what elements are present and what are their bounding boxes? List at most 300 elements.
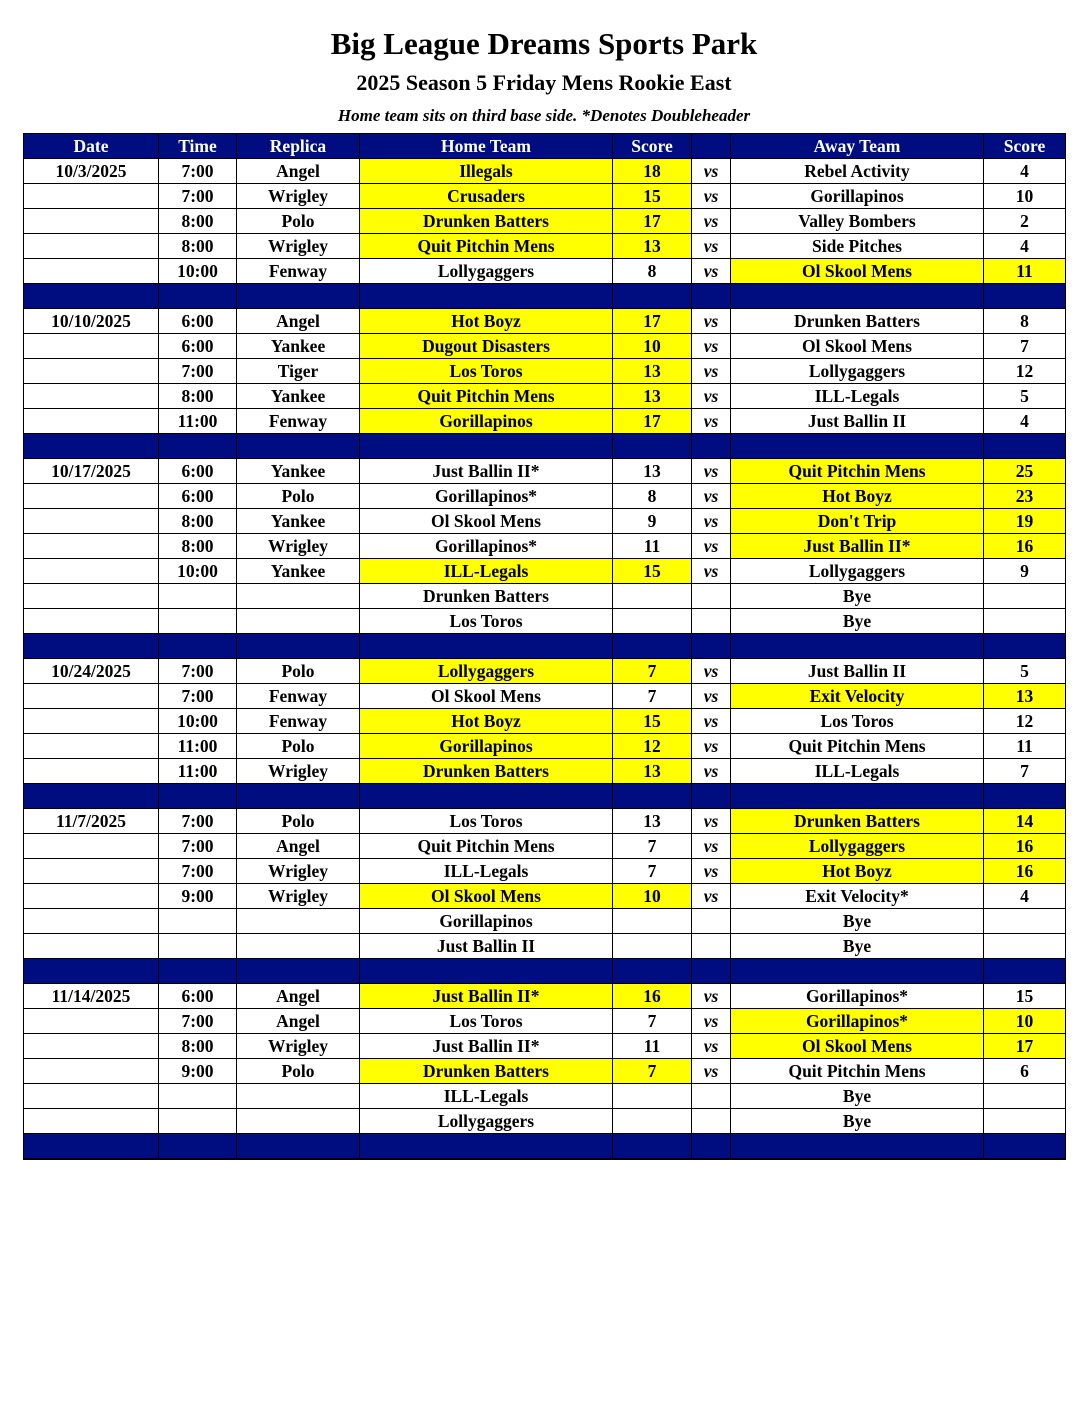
vs-cell: vs [692, 184, 731, 209]
separator-cell [24, 434, 159, 459]
separator-cell [692, 959, 731, 984]
time-cell: 6:00 [159, 984, 237, 1009]
home-score-cell: 7 [613, 834, 692, 859]
game-row [24, 834, 1066, 859]
away-team-cell: Just Ballin II* [731, 534, 984, 559]
away-team-cell: Bye [731, 1109, 984, 1134]
schedule-body [24, 159, 1066, 1160]
separator-cell [360, 959, 613, 984]
home-team-cell: Los Toros [360, 359, 613, 384]
time-cell: 6:00 [159, 484, 237, 509]
home-team-cell: Ol Skool Mens [360, 509, 613, 534]
separator-cell [613, 284, 692, 309]
away-team-cell: Quit Pitchin Mens [731, 459, 984, 484]
separator-cell [731, 284, 984, 309]
away-team-cell: Drunken Batters [731, 309, 984, 334]
away-team-cell: Drunken Batters [731, 809, 984, 834]
away-score-cell [984, 584, 1066, 609]
replica-cell: Fenway [237, 409, 360, 434]
away-team-cell: Side Pitches [731, 234, 984, 259]
date-cell [24, 509, 159, 534]
home-team-cell: Drunken Batters [360, 584, 613, 609]
away-team-cell: Exit Velocity* [731, 884, 984, 909]
home-team-cell: Quit Pitchin Mens [360, 384, 613, 409]
date-cell [24, 1084, 159, 1109]
replica-cell: Wrigley [237, 884, 360, 909]
game-row [24, 1084, 1066, 1109]
separator-cell [613, 634, 692, 659]
game-row [24, 859, 1066, 884]
date-cell [24, 859, 159, 884]
game-row [24, 1034, 1066, 1059]
home-team-cell: Dugout Disasters [360, 334, 613, 359]
date-cell [24, 584, 159, 609]
game-row [24, 1009, 1066, 1034]
time-cell: 8:00 [159, 509, 237, 534]
time-cell [159, 934, 237, 959]
col-header-away-score: Score [984, 134, 1066, 159]
separator-cell [237, 284, 360, 309]
week-separator-row [24, 284, 1066, 309]
home-team-cell: Just Ballin II* [360, 459, 613, 484]
game-row [24, 334, 1066, 359]
away-score-cell: 4 [984, 409, 1066, 434]
away-score-cell: 6 [984, 1059, 1066, 1084]
home-team-cell: Lollygaggers [360, 259, 613, 284]
col-header-home-score: Score [613, 134, 692, 159]
time-cell: 9:00 [159, 884, 237, 909]
col-header-vs [692, 134, 731, 159]
home-team-cell: Quit Pitchin Mens [360, 234, 613, 259]
vs-cell: vs [692, 259, 731, 284]
separator-cell [984, 634, 1066, 659]
away-team-cell: Valley Bombers [731, 209, 984, 234]
vs-cell: vs [692, 1034, 731, 1059]
home-score-cell: 11 [613, 534, 692, 559]
separator-cell [24, 634, 159, 659]
home-score-cell: 7 [613, 659, 692, 684]
date-cell: 11/14/2025 [24, 984, 159, 1009]
home-score-cell: 15 [613, 709, 692, 734]
schedule-table [23, 133, 1066, 1160]
time-cell: 6:00 [159, 334, 237, 359]
home-team-cell: Lollygaggers [360, 1109, 613, 1134]
home-team-cell: Ol Skool Mens [360, 884, 613, 909]
separator-cell [692, 1134, 731, 1160]
separator-cell [159, 284, 237, 309]
home-score-cell: 13 [613, 359, 692, 384]
separator-cell [360, 784, 613, 809]
away-team-cell: Lollygaggers [731, 559, 984, 584]
separator-cell [159, 959, 237, 984]
home-score-cell [613, 584, 692, 609]
away-score-cell: 23 [984, 484, 1066, 509]
home-team-cell: Just Ballin II* [360, 984, 613, 1009]
time-cell: 10:00 [159, 259, 237, 284]
separator-cell [984, 959, 1066, 984]
home-score-cell [613, 909, 692, 934]
time-cell: 9:00 [159, 1059, 237, 1084]
home-score-cell: 17 [613, 309, 692, 334]
col-header-date: Date [24, 134, 159, 159]
date-cell [24, 184, 159, 209]
home-team-cell: Drunken Batters [360, 759, 613, 784]
separator-cell [159, 784, 237, 809]
away-team-cell: Hot Boyz [731, 484, 984, 509]
away-score-cell: 16 [984, 534, 1066, 559]
time-cell: 7:00 [159, 809, 237, 834]
separator-cell [731, 1134, 984, 1160]
game-row [24, 309, 1066, 334]
away-team-cell: Bye [731, 584, 984, 609]
replica-cell: Yankee [237, 509, 360, 534]
home-score-cell: 8 [613, 484, 692, 509]
date-cell [24, 1009, 159, 1034]
time-cell: 7:00 [159, 684, 237, 709]
vs-cell: vs [692, 734, 731, 759]
vs-cell: vs [692, 359, 731, 384]
date-cell [24, 559, 159, 584]
away-score-cell: 9 [984, 559, 1066, 584]
home-team-cell: Drunken Batters [360, 1059, 613, 1084]
away-team-cell: Gorillapinos* [731, 1009, 984, 1034]
separator-cell [360, 634, 613, 659]
vs-cell [692, 1084, 731, 1109]
time-cell: 7:00 [159, 859, 237, 884]
time-cell: 11:00 [159, 734, 237, 759]
home-score-cell: 13 [613, 384, 692, 409]
home-team-cell: Ol Skool Mens [360, 684, 613, 709]
game-row [24, 559, 1066, 584]
separator-cell [984, 784, 1066, 809]
separator-cell [24, 1134, 159, 1160]
game-row [24, 684, 1066, 709]
separator-cell [159, 634, 237, 659]
date-cell [24, 734, 159, 759]
separator-cell [237, 784, 360, 809]
time-cell: 8:00 [159, 384, 237, 409]
game-row [24, 409, 1066, 434]
separator-cell [692, 284, 731, 309]
week-separator-row [24, 959, 1066, 984]
vs-cell: vs [692, 884, 731, 909]
page-title: Big League Dreams Sports Park [330, 26, 758, 61]
home-score-cell: 13 [613, 759, 692, 784]
away-score-cell: 2 [984, 209, 1066, 234]
date-cell: 11/7/2025 [24, 809, 159, 834]
col-header-replica: Replica [237, 134, 360, 159]
vs-cell: vs [692, 409, 731, 434]
replica-cell: Polo [237, 1059, 360, 1084]
date-cell [24, 709, 159, 734]
home-score-cell: 7 [613, 859, 692, 884]
home-score-cell [613, 1109, 692, 1134]
separator-cell [159, 434, 237, 459]
date-cell [24, 259, 159, 284]
away-team-cell: Hot Boyz [731, 859, 984, 884]
page-note: Home team sits on third base side. *Denotes Doubleheader [337, 106, 751, 125]
vs-cell [692, 934, 731, 959]
game-row [24, 234, 1066, 259]
vs-cell: vs [692, 459, 731, 484]
date-cell [24, 534, 159, 559]
home-team-cell: Los Toros [360, 809, 613, 834]
home-score-cell: 17 [613, 209, 692, 234]
vs-cell: vs [692, 984, 731, 1009]
home-score-cell: 7 [613, 684, 692, 709]
replica-cell: Wrigley [237, 859, 360, 884]
separator-cell [360, 434, 613, 459]
away-team-cell: Just Ballin II [731, 659, 984, 684]
replica-cell: Polo [237, 809, 360, 834]
week-separator-row [24, 634, 1066, 659]
vs-cell: vs [692, 1059, 731, 1084]
game-row [24, 359, 1066, 384]
time-cell: 8:00 [159, 534, 237, 559]
date-cell [24, 609, 159, 634]
away-team-cell: Bye [731, 934, 984, 959]
home-score-cell: 10 [613, 334, 692, 359]
time-cell: 6:00 [159, 309, 237, 334]
home-score-cell: 15 [613, 559, 692, 584]
vs-cell: vs [692, 684, 731, 709]
time-cell [159, 1109, 237, 1134]
home-score-cell: 13 [613, 234, 692, 259]
away-score-cell: 16 [984, 859, 1066, 884]
home-team-cell: Gorillapinos [360, 909, 613, 934]
time-cell: 8:00 [159, 1034, 237, 1059]
replica-cell [237, 1109, 360, 1134]
game-row [24, 259, 1066, 284]
home-score-cell: 7 [613, 1009, 692, 1034]
replica-cell: Tiger [237, 359, 360, 384]
separator-cell [731, 959, 984, 984]
col-header-away-team: Away Team [731, 134, 984, 159]
away-team-cell: Quit Pitchin Mens [731, 734, 984, 759]
home-score-cell: 11 [613, 1034, 692, 1059]
home-score-cell: 16 [613, 984, 692, 1009]
away-team-cell: ILL-Legals [731, 384, 984, 409]
time-cell: 10:00 [159, 709, 237, 734]
date-cell [24, 384, 159, 409]
separator-cell [237, 1134, 360, 1160]
replica-cell: Fenway [237, 684, 360, 709]
away-score-cell: 8 [984, 309, 1066, 334]
game-row [24, 534, 1066, 559]
away-score-cell [984, 1084, 1066, 1109]
replica-cell: Fenway [237, 259, 360, 284]
vs-cell: vs [692, 1009, 731, 1034]
replica-cell: Wrigley [237, 234, 360, 259]
replica-cell [237, 584, 360, 609]
away-score-cell: 15 [984, 984, 1066, 1009]
game-row [24, 809, 1066, 834]
away-score-cell: 5 [984, 384, 1066, 409]
away-team-cell: Bye [731, 609, 984, 634]
home-score-cell [613, 1084, 692, 1109]
time-cell: 7:00 [159, 1009, 237, 1034]
away-team-cell: Los Toros [731, 709, 984, 734]
game-row [24, 734, 1066, 759]
separator-cell [692, 434, 731, 459]
away-score-cell [984, 934, 1066, 959]
home-team-cell: Quit Pitchin Mens [360, 834, 613, 859]
home-score-cell: 10 [613, 884, 692, 909]
time-cell [159, 1084, 237, 1109]
game-row [24, 709, 1066, 734]
vs-cell: vs [692, 484, 731, 509]
game-row [24, 1059, 1066, 1084]
time-cell [159, 909, 237, 934]
away-score-cell: 7 [984, 759, 1066, 784]
home-score-cell [613, 934, 692, 959]
date-cell [24, 684, 159, 709]
home-score-cell: 18 [613, 159, 692, 184]
game-row [24, 984, 1066, 1009]
vs-cell: vs [692, 759, 731, 784]
home-team-cell: Gorillapinos [360, 409, 613, 434]
date-cell [24, 359, 159, 384]
vs-cell: vs [692, 509, 731, 534]
home-score-cell [613, 609, 692, 634]
replica-cell: Polo [237, 659, 360, 684]
game-row [24, 884, 1066, 909]
home-score-cell: 13 [613, 459, 692, 484]
game-row [24, 659, 1066, 684]
home-team-cell: Crusaders [360, 184, 613, 209]
away-team-cell: Ol Skool Mens [731, 334, 984, 359]
home-team-cell: ILL-Legals [360, 859, 613, 884]
home-score-cell: 13 [613, 809, 692, 834]
game-row [24, 209, 1066, 234]
time-cell: 10:00 [159, 559, 237, 584]
vs-cell [692, 909, 731, 934]
date-cell [24, 934, 159, 959]
date-cell: 10/24/2025 [24, 659, 159, 684]
replica-cell [237, 934, 360, 959]
separator-cell [237, 959, 360, 984]
game-row [24, 909, 1066, 934]
date-cell [24, 1109, 159, 1134]
home-score-cell: 17 [613, 409, 692, 434]
game-row [24, 1109, 1066, 1134]
home-team-cell: Lollygaggers [360, 659, 613, 684]
game-row [24, 509, 1066, 534]
game-row [24, 484, 1066, 509]
vs-cell: vs [692, 709, 731, 734]
separator-cell [237, 634, 360, 659]
home-score-cell: 8 [613, 259, 692, 284]
separator-cell [24, 959, 159, 984]
vs-cell: vs [692, 809, 731, 834]
away-score-cell: 4 [984, 159, 1066, 184]
page-subtitle: 2025 Season 5 Friday Mens Rookie East [356, 70, 732, 95]
home-score-cell: 15 [613, 184, 692, 209]
replica-cell: Yankee [237, 384, 360, 409]
time-cell [159, 584, 237, 609]
replica-cell: Wrigley [237, 759, 360, 784]
separator-cell [731, 634, 984, 659]
separator-cell [984, 434, 1066, 459]
home-team-cell: Illegals [360, 159, 613, 184]
away-team-cell: Just Ballin II [731, 409, 984, 434]
away-team-cell: Gorillapinos [731, 184, 984, 209]
home-team-cell: Los Toros [360, 1009, 613, 1034]
game-row [24, 584, 1066, 609]
home-team-cell: Hot Boyz [360, 309, 613, 334]
replica-cell [237, 609, 360, 634]
away-team-cell: Ol Skool Mens [731, 1034, 984, 1059]
separator-cell [613, 784, 692, 809]
replica-cell: Angel [237, 159, 360, 184]
away-score-cell: 12 [984, 359, 1066, 384]
away-score-cell: 4 [984, 234, 1066, 259]
replica-cell: Angel [237, 834, 360, 859]
away-team-cell: Lollygaggers [731, 359, 984, 384]
replica-cell: Polo [237, 209, 360, 234]
away-team-cell: Exit Velocity [731, 684, 984, 709]
replica-cell: Yankee [237, 334, 360, 359]
away-team-cell: ILL-Legals [731, 759, 984, 784]
replica-cell: Wrigley [237, 1034, 360, 1059]
date-cell [24, 834, 159, 859]
vs-cell: vs [692, 559, 731, 584]
replica-cell: Wrigley [237, 534, 360, 559]
separator-cell [692, 784, 731, 809]
game-row [24, 609, 1066, 634]
separator-cell [692, 634, 731, 659]
replica-cell: Wrigley [237, 184, 360, 209]
away-team-cell: Quit Pitchin Mens [731, 1059, 984, 1084]
away-team-cell: Don't Trip [731, 509, 984, 534]
date-cell [24, 334, 159, 359]
separator-cell [613, 434, 692, 459]
away-score-cell: 16 [984, 834, 1066, 859]
separator-cell [984, 1134, 1066, 1160]
away-score-cell [984, 1109, 1066, 1134]
vs-cell: vs [692, 384, 731, 409]
date-cell [24, 1034, 159, 1059]
away-score-cell: 11 [984, 259, 1066, 284]
separator-cell [237, 434, 360, 459]
home-team-cell: Just Ballin II [360, 934, 613, 959]
game-row [24, 159, 1066, 184]
game-row [24, 184, 1066, 209]
replica-cell: Yankee [237, 559, 360, 584]
separator-cell [984, 284, 1066, 309]
replica-cell: Polo [237, 484, 360, 509]
replica-cell: Angel [237, 309, 360, 334]
col-header-time: Time [159, 134, 237, 159]
vs-cell: vs [692, 859, 731, 884]
home-score-cell: 9 [613, 509, 692, 534]
vs-cell: vs [692, 309, 731, 334]
date-cell: 10/17/2025 [24, 459, 159, 484]
away-score-cell: 14 [984, 809, 1066, 834]
separator-cell [360, 1134, 613, 1160]
week-separator-row [24, 784, 1066, 809]
date-cell [24, 1059, 159, 1084]
replica-cell: Angel [237, 1009, 360, 1034]
date-cell [24, 409, 159, 434]
col-header-home-team: Home Team [360, 134, 613, 159]
time-cell: 11:00 [159, 409, 237, 434]
vs-cell: vs [692, 834, 731, 859]
away-team-cell: Lollygaggers [731, 834, 984, 859]
vs-cell: vs [692, 334, 731, 359]
date-cell [24, 234, 159, 259]
separator-cell [159, 1134, 237, 1160]
